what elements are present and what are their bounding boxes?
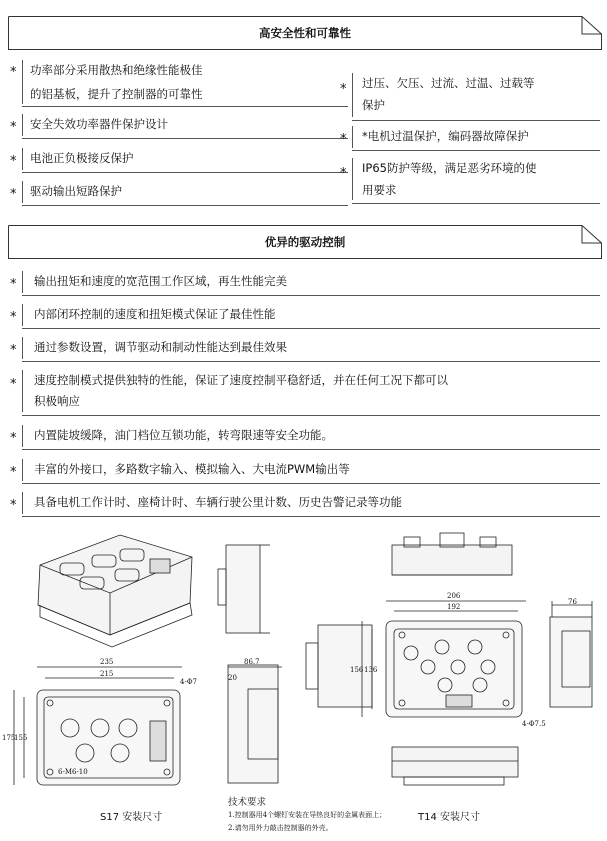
tech-note-2: 2.请勿用外力敲击控制器的外壳。	[228, 824, 333, 832]
item-bar	[22, 337, 23, 359]
star-bullet-icon: *	[340, 132, 347, 147]
t14-height-inner-label: 136	[364, 666, 378, 674]
s17-width-inner-label: 215	[100, 670, 114, 678]
feature-item: 内部闭环控制的速度和扭矩模式保证了最佳性能	[34, 307, 276, 321]
item-bar	[352, 126, 353, 148]
item-bar	[22, 60, 23, 104]
t14-top-view	[392, 533, 512, 575]
star-bullet-icon: *	[10, 277, 17, 292]
item-bar	[22, 425, 23, 447]
section1-header	[8, 16, 602, 50]
star-bullet-icon: *	[10, 431, 17, 446]
item-divider	[22, 106, 348, 107]
item-divider	[22, 415, 600, 416]
feature-item: 丰富的外接口，多路数字输入、模拟输入、大电流PWM输出等	[34, 462, 350, 476]
feature-item: 通过参数设置，调节驱动和制动性能达到最佳效果	[34, 340, 287, 354]
feature-item: 内置陡坡缓降，油门档位互锁功能，转弯限速等安全功能。	[34, 428, 333, 442]
feature-item: 电池正负极接反保护	[30, 151, 134, 165]
t14-caption: T14 安装尺寸	[418, 812, 481, 823]
item-bar	[22, 148, 23, 170]
item-divider	[22, 516, 600, 517]
star-bullet-icon: *	[10, 465, 17, 480]
section2-header	[8, 225, 602, 259]
item-bar	[352, 158, 353, 200]
item-bar	[22, 114, 23, 136]
s17-hole-label: 4-Φ7	[180, 678, 198, 686]
feature-item: 过压、欠压、过流、过温、过载等 保护	[362, 76, 535, 112]
technical-drawings	[0, 525, 607, 841]
s17-side-depth-label: 86.7	[244, 658, 260, 666]
feature-item: 功率部分采用散热和绝缘性能极佳 的铝基板，提升了控制器的可靠性	[30, 63, 203, 101]
s17-bolt-label: 6-M6-10	[58, 768, 88, 776]
feature-item: 具备电机工作计时、座椅计时、车辆行驶公里计数、历史告警记录等功能	[34, 495, 402, 509]
s17-side-small-label: 20	[228, 674, 237, 682]
t14-hole-label: 4-Φ7.5	[522, 720, 546, 728]
section1-title: 高安全性和可靠性	[259, 26, 351, 40]
s17-isometric-view	[38, 535, 192, 647]
star-bullet-icon: *	[340, 82, 347, 97]
s17-caption: S17 安装尺寸	[100, 812, 163, 823]
s17-height-inner-label: 155	[14, 734, 28, 742]
item-bar	[22, 459, 23, 481]
star-bullet-icon: *	[10, 187, 17, 202]
item-divider	[22, 138, 348, 139]
item-bar	[22, 271, 23, 293]
item-divider	[22, 483, 600, 484]
item-divider	[352, 120, 600, 121]
item-divider	[22, 172, 348, 173]
item-divider	[22, 449, 600, 450]
feature-item: 驱动输出短路保护	[30, 184, 122, 198]
star-bullet-icon: *	[10, 154, 17, 169]
t14-width-outer-label: 206	[447, 592, 461, 600]
t14-height-outer-label: 156	[350, 666, 364, 674]
t14-bottom-view	[392, 747, 518, 785]
item-divider	[352, 150, 600, 151]
feature-item: 安全失效功率器件保护设计	[30, 117, 168, 131]
s17-width-outer-label: 235	[100, 658, 114, 666]
feature-item: 速度控制模式提供独特的性能，保证了速度控制平稳舒适，并在任何工况下都可以 积极响应	[34, 373, 448, 408]
star-bullet-icon: *	[340, 166, 347, 181]
item-bar	[22, 304, 23, 326]
item-bar	[352, 73, 353, 117]
t14-width-inner-label: 192	[447, 603, 461, 611]
item-bar	[22, 181, 23, 203]
star-bullet-icon: *	[10, 498, 17, 513]
s17-height-outer-label: 175	[2, 734, 16, 742]
item-divider	[22, 328, 600, 329]
item-bar	[22, 492, 23, 514]
item-divider	[22, 205, 348, 206]
tech-requirements-title: 技术要求	[228, 797, 267, 808]
item-divider	[22, 361, 600, 362]
t14-front-view	[362, 601, 526, 717]
tech-note-1: 1.控制器用4个螺钉安装在导热良好的金属表面上；	[228, 811, 387, 819]
star-bullet-icon: *	[10, 310, 17, 325]
s17-front-view	[14, 667, 182, 785]
star-bullet-icon: *	[10, 65, 17, 80]
feature-item: 输出扭矩和速度的宽范围工作区域，再生性能完美	[34, 274, 287, 288]
t14-depth-label: 76	[568, 598, 577, 606]
item-divider	[22, 295, 600, 296]
feature-item: IP65防护等级，满足恶劣环境的使 用要求	[362, 161, 537, 197]
item-bar	[22, 370, 23, 412]
star-bullet-icon: *	[10, 120, 17, 135]
section2-title: 优异的驱动控制	[264, 235, 346, 249]
feature-item: *电机过温保护，编码器故障保护	[362, 129, 529, 143]
star-bullet-icon: *	[10, 343, 17, 358]
star-bullet-icon: *	[10, 377, 17, 392]
item-divider	[352, 203, 600, 204]
